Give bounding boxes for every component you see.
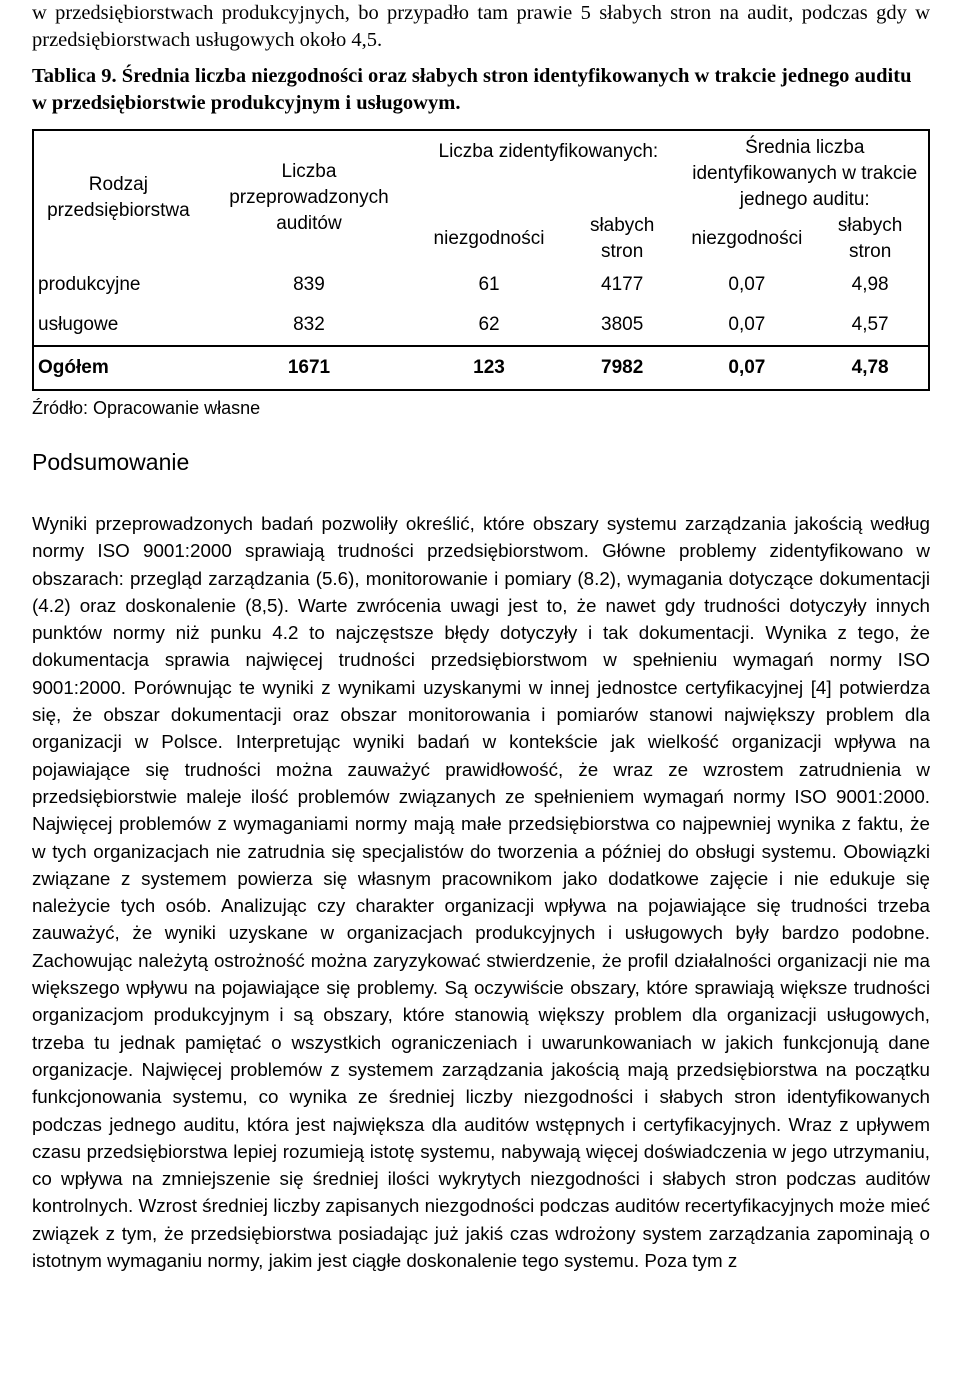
cell-total-audits: 1671 <box>203 346 415 390</box>
cell-avg-weak: 4,57 <box>851 314 889 335</box>
cell-total-weak: 7982 <box>563 346 682 390</box>
cell-total-label: Ogółem <box>33 346 203 390</box>
cell-weak: 4177 <box>601 274 644 295</box>
intro-paragraph: w przedsiębiorstwach produkcyjnych, bo przypadło tam prawie 5 słabych stron na audit, podczas gdy w przedsiębiorstwach usługowych około 4,5. <box>32 2 930 51</box>
cell-audits: 839 <box>293 274 325 295</box>
cell-avg-nonconf: 0,07 <box>728 274 766 295</box>
results-table <box>32 129 930 391</box>
cell-avg-nonconf: 0,07 <box>728 314 766 335</box>
header-avg-nonconformities: niezgodności <box>691 228 803 249</box>
cell-audits: 832 <box>293 314 325 335</box>
table-row <box>33 305 929 346</box>
table-source: Źródło: Opracowanie własne <box>32 398 261 418</box>
header-identified-group: Liczba zidentyfikowanych: <box>438 141 659 162</box>
header-audit-count: Liczba przeprowadzonych auditów <box>229 161 389 234</box>
header-weaknesses: słabych stron <box>589 215 655 262</box>
cell-total-avg-weak: 4,78 <box>812 346 929 390</box>
cell-total-avg-nonconf: 0,07 <box>681 346 812 390</box>
document-page <box>32 0 930 1272</box>
cell-nonconf: 61 <box>478 274 500 295</box>
cell-weak: 3805 <box>601 314 644 335</box>
table-row <box>33 265 929 305</box>
cell-total-nonconf: 123 <box>415 346 563 390</box>
cell-nonconf: 62 <box>478 314 500 335</box>
header-nonconformities: niezgodności <box>433 228 545 249</box>
cell-avg-weak: 4,98 <box>851 274 889 295</box>
summary-paragraph: Wyniki przeprowadzonych badań pozwoliły określić, które obszary systemu zarządzania jakością według normy ISO 9001:2000 sprawiają trudności przedsiębiorstwom. Główne problemy zidentyfikowano w obszarach: przegląd zarządzania (5.6), monitorowanie i pomiary (8.2), wymagania dotyczące dokumentacji (4.2) oraz doskonalenie (8,5). Warte zwrócenia uwagi jest to, że nawet gdy trudności dotyczyły innych punktów normy niż punku 4.2 to najczęstsze błędy dotyczyły i tak dokumentacji. Wynika z tego, że dokumentacja sprawia najwięcej trudności przedsiębiorstwom w spełnieniu wymagań normy ISO 9001:2000. Porównując te wyniki z wynikami uzyskanymi w innej jednostce certyfikacyjnej [4] potwierdza się, że obszar dokumentacji oraz obszar monitorowania i pomiarów stanowi największy problem dla organizacji w Polsce. Interpretując wyniki badań w kontekście jak wielkość organizacji wpływa na pojawiające się trudności można zauważyć prawidłowość, że wraz ze wzrostem zatrudnienia w przedsiębiorstwie maleje ilość problemów związanych ze spełnieniem wymagań normy ISO 9001:2000. Najwięcej problemów z wymaganiami normy mają małe przedsiębiorstwa co najpewniej wynika z faktu, że w tych organizacjach nie zatrudnia się specjalistów do tworzenia a później do obsługi systemu. Obowiązki związane z systemem powierza się własnym pracownikom jako dodatkowe zajęcie i nie edukuje się należycie tych osób. Analizując czy charakter organizacji wpływa na pojawiające się trudności trzeba zauważyć, że wyniki uzyskane w organizacjach produkcyjnych i usługowych były bardzo podobne. Zachowując należytą ostrożność można zaryzykować stwierdzenie, że profil działalności organizacji nie ma większego wpływu na pojawiające się problemy. Są oczywiście obszary, które sprawiają większe trudności organizacjom produkcyjnym i są obszary, które stanowią większy problem dla organizacji usługowych, trzeba tu jednak pamiętać o wszystkich ograniczeniach i uwarunkowaniach w jakich funkcjonują dane organizacje. Najwięcej problemów z systemem zarządzania jakością mają przedsiębiorstwa na początku funkcjonowania systemu, co wynika ze średniej liczby niezgodności i słabych stron identyfikowanych podczas jednego auditu, która jest największa dla auditów wstępnych i certyfikacyjnych. Wraz z upływem czasu przedsiębiorstwa lepiej rozumieją istotę systemu, nabywają więcej doświadczenia w jego utrzymaniu, co wpływa na zmniejszenie się średniej ilości wykrytych niezgodności i słabych stron podczas auditów kontrolnych. Wzrost średniej liczby zapisanych niezgodności podczas auditów recertyfikacyjnych może mieć związek z tym, że przedsiębiorstwa posiadając już jakiś czas wdrożony system zarządzania zapominają o istotnym wymaganiu normy, jakim jest ciągłe doskonalenie tego systemu. Poza tym z <box>32 513 930 1272</box>
header-company-type: Rodzaj przedsiębiorstwa <box>47 174 190 221</box>
section-heading: Podsumowanie <box>32 449 190 475</box>
header-avg-weaknesses: słabych stron <box>837 215 903 262</box>
table-total-row <box>33 346 929 390</box>
cell-type: produkcyjne <box>38 274 141 295</box>
header-average-group: Średnia liczba identyfikowanych w trakcie jednego auditu: <box>692 137 918 210</box>
table-caption: Tablica 9. Średnia liczba niezgodności oraz słabych stron identyfikowanych w trakcie jednego auditu w przedsiębiorstwie produkcyjnym i usługowym. <box>32 65 912 114</box>
cell-type: usługowe <box>38 314 119 335</box>
